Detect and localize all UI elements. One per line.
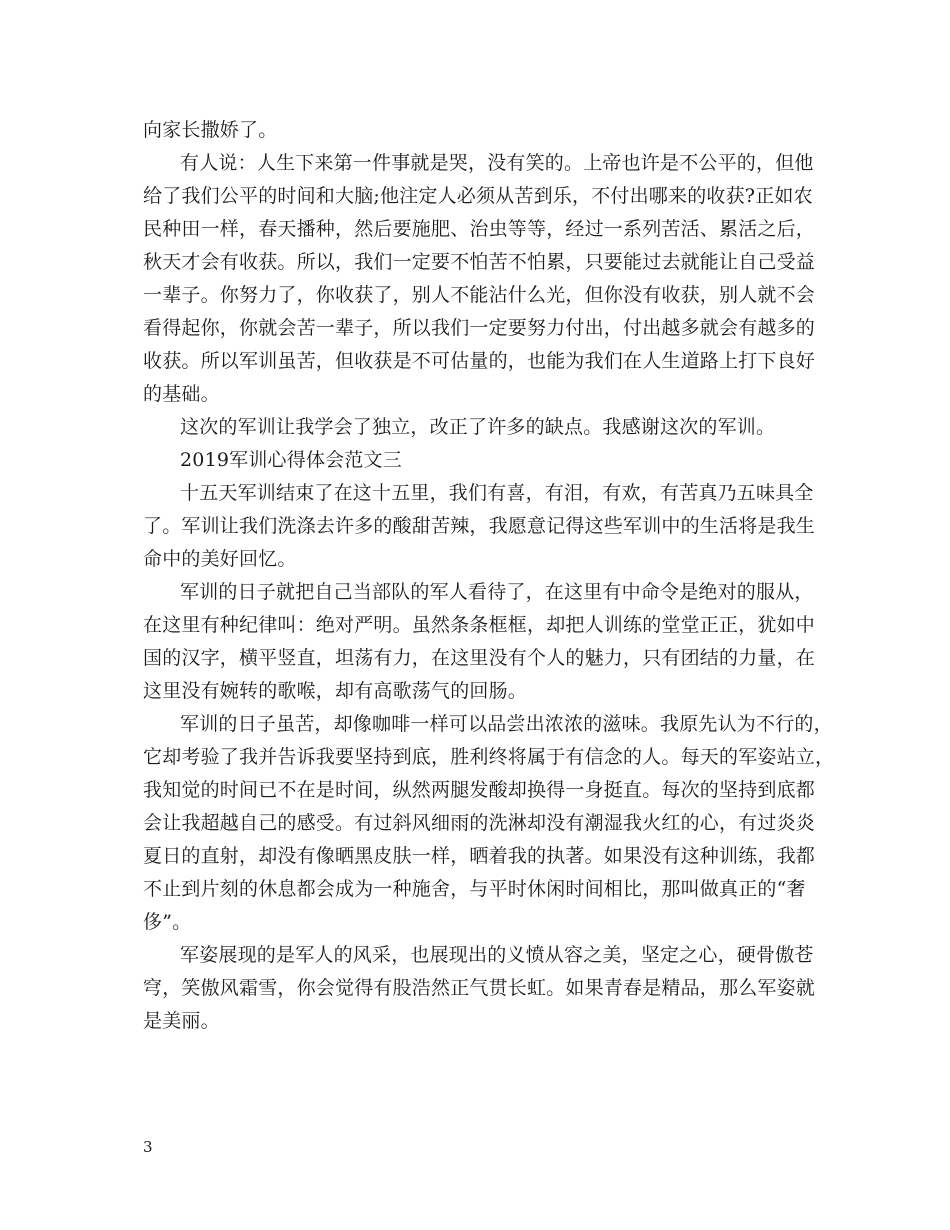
text-line: 这里没有婉转的歌喉，却有高歌荡气的回肠。: [143, 680, 528, 702]
text-line: 收获。所以军训虽苦，但收获是不可估量的，也能为我们在人生道路上打下良好: [143, 350, 816, 372]
text-line: 军训的日子就把自己当部队的军人看待了，在这里有中命令是绝对的服从，: [180, 581, 814, 603]
text-line: 民种田一样，春天播种，然后要施肥、治虫等等，经过一系列苦活、累活之后，: [143, 218, 816, 240]
section-heading: 2019军训心得体会范文三: [180, 449, 402, 471]
text-line: 有人说：人生下来第一件事就是哭，没有笑的。上帝也许是不公平的，但他: [180, 152, 814, 174]
text-line: 穹，笑傲风霜雪，你会觉得有股浩然正气贯长虹。如果青春是精品，那么军姿就: [143, 977, 816, 999]
text-line: 侈”。: [143, 911, 192, 933]
text-line: 的基础。: [143, 383, 220, 405]
text-line: 这次的军训让我学会了独立，改正了许多的缺点。我感谢这次的军训。: [180, 416, 776, 438]
text-line: 军训的日子虽苦，却像咖啡一样可以品尝出浓浓的滋味。我原先认为不行的，: [180, 713, 833, 735]
text-line: 在这里有种纪律叫：绝对严明。虽然条条框框，却把人训练的堂堂正正，犹如中: [143, 614, 816, 636]
page-number: 3: [143, 1138, 153, 1156]
text-line: 看得起你，你就会苦一辈子，所以我们一定要努力付出，付出越多就会有越多的: [143, 317, 816, 339]
text-line: 夏日的直射，却没有像晒黑皮肤一样，晒着我的执著。如果没有这种训练，我都: [143, 845, 816, 867]
text-line: 十五天军训结束了在这十五里，我们有喜，有泪，有欢，有苦真乃五味具全: [180, 482, 814, 504]
text-line: 会让我超越自己的感受。有过斜风细雨的洗淋却没有潮湿我火红的心，有过炎炎: [143, 812, 816, 834]
text-line: 它却考验了我并告诉我要坚持到底，胜利终将属于有信念的人。每天的军姿站立，: [143, 746, 835, 768]
text-line: 是美丽。: [143, 1010, 220, 1032]
text-line: 我知觉的时间已不在是时间，纵然两腿发酸却换得一身挺直。每次的坚持到底都: [143, 779, 816, 801]
text-line: 给了我们公平的时间和大脑;他注定人必须从苦到乐，不付出哪来的收获?正如农: [143, 185, 813, 207]
text-line: 一辈子。你努力了，你收获了，别人不能沾什么光，但你没有收获，别人就不会: [143, 284, 816, 306]
text-line: 了。军训让我们洗涤去许多的酸甜苦辣，我愿意记得这些军训中的生活将是我生: [143, 515, 816, 537]
text-line: 向家长撒娇了。: [143, 119, 278, 141]
text-line: 不止到片刻的休息都会成为一种施舍，与平时休闲时间相比，那叫做真正的“奢: [143, 878, 806, 900]
text-line: 国的汉字，横平竖直，坦荡有力，在这里没有个人的魅力，只有团结的力量，在: [143, 647, 816, 669]
text-line: 军姿展现的是军人的风采，也展现出的义愤从容之美，坚定之心，硬骨傲苍: [180, 944, 814, 966]
text-line: 秋天才会有收获。所以，我们一定要不怕苦不怕累，只要能过去就能让自己受益: [143, 251, 816, 273]
text-line: 命中的美好回忆。: [143, 548, 297, 570]
